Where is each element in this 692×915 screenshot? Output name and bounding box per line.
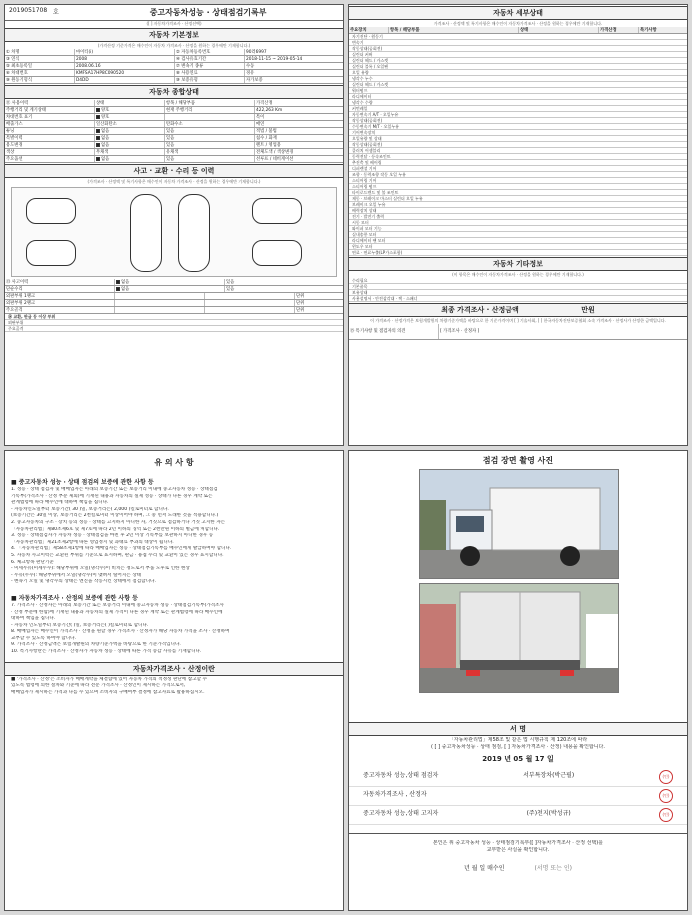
final-section-title: [349, 303, 687, 317]
table-cell: 외판부위 2랭크: [5, 300, 115, 306]
table-cell: 있음: [165, 135, 255, 141]
receipt-box: [349, 833, 687, 872]
table-cell: ⑨ 원동기형식: [5, 77, 75, 83]
table-cell: 적법 / 불법: [256, 129, 277, 134]
detail-line: 실린더 헤드 / 가스켓: [349, 58, 687, 64]
detail-line: 타이로드엔드 및 볼 조인트: [349, 190, 687, 196]
table-cell: 현재 주행거리: [165, 107, 255, 113]
table-cell: ⑪ 사용이력: [5, 100, 95, 106]
accident-section-note: (가격조사 · 산정액 및 특기사항은 매수인이 자동차 가격조사 · 산정을 원하는 경우에만 기재합니다.): [87, 179, 261, 184]
car-side-right-diagram: [26, 240, 76, 266]
table-cell: 없음: [95, 135, 165, 141]
truck-rear-image: [420, 584, 619, 693]
note-line: - 자동차 인도일부터 보증기간( )일, 보증거리는( )킬로미터로 합니다.: [11, 622, 149, 628]
frame-parts-label: 주요골격: [5, 326, 343, 332]
photo-title: 점검 장면 촬영 사진: [482, 456, 554, 465]
note-line: 「자동차관리법」제21조제2항에 따른 영업정지 및 과태료 부과의 대상이 됩니다.: [11, 539, 174, 545]
table-cell: 있음: [226, 287, 235, 292]
etc-section-title: 자동차 기타정보: [349, 257, 687, 271]
sign-date: 2019 년 05 월 17 일: [482, 755, 554, 764]
table-cell: 없음: [95, 156, 165, 162]
checkbox-icon: [96, 108, 100, 112]
table-cell: 있음: [165, 128, 255, 134]
note-line: 10. 특기사항란은 가격조사 · 산정자가 자동차 성능 · 상태에 따른 가격 증감 사유를 기재합니다.: [11, 649, 202, 655]
detail-line: 실린더 커버: [349, 52, 687, 58]
table-cell: 있음: [165, 142, 255, 148]
receipt-note-2: 교부받은 사실을 확인합니다.: [486, 846, 550, 853]
checkbox-icon: [96, 129, 100, 133]
table-cell: 경유: [246, 71, 255, 76]
note-line: 3. 성능 · 상태점검자가 자동차 성능 · 상태점검을 마친 후 2년 이상 기록부를 보관하지 아니한 경우 등: [11, 533, 214, 539]
checkbox-icon: [116, 280, 120, 284]
detail-line: 수동변속기 M/T · 오일누유: [349, 124, 687, 130]
table-cell: ⑥ 차대번호: [5, 70, 75, 76]
note-line: 관계법령에 따라 매수인에 대하여 책임을 집니다.: [11, 500, 109, 506]
table-cell: 양호: [95, 114, 165, 120]
table-cell: 색상: [5, 149, 95, 155]
detail-line: 라디에이터 팬 모터: [349, 238, 687, 244]
detail-header-cell: 주요장치: [349, 27, 389, 33]
table-row: [5, 107, 343, 114]
car-diagram: [11, 187, 337, 277]
car-front-diagram: [252, 198, 302, 224]
detail-line: 스티어링 기어: [349, 178, 687, 184]
detail-line: 변속기: [349, 40, 687, 46]
note-line: - 누유(누수): 해당부위에서 오일(냉각수)이 맺혀서 떨어지는 상태: [11, 572, 142, 578]
truck-front-photo: [419, 469, 619, 579]
detail-section-title: 자동차 세부상태: [349, 6, 687, 20]
table-cell: 단위: [296, 308, 305, 313]
seal-icon: (인): [659, 770, 673, 784]
table-cell: 없음: [115, 286, 225, 292]
detail-line: 보유상태: [349, 290, 687, 296]
table-cell: 2018-11-15 ~ 2019-05-14: [246, 57, 303, 62]
detail-line: 작동상태(공회전): [349, 46, 687, 52]
truck-rear-photo: [419, 583, 619, 693]
table-cell: 침수 / 화재: [256, 136, 277, 141]
table-cell: 수동: [246, 64, 255, 69]
notes-a-list: [5, 487, 343, 586]
table-cell: 주요옵션: [5, 156, 95, 162]
table-cell: KMFSA17HP8C090520: [75, 70, 175, 76]
detail-line: 자기진단 · 원동기: [349, 34, 687, 40]
doc-title: 중고자동차성능 · 상태점검기록부: [149, 8, 267, 17]
inspection-page-1: [4, 4, 344, 446]
detail-line: 조향 · 동력조향 작동 오일 누유: [349, 172, 687, 178]
checkbox-icon: [96, 157, 100, 161]
car-top-diagram: [130, 194, 162, 272]
truck-front-image: [420, 470, 619, 579]
table-cell: 단위: [296, 294, 305, 299]
table-cell: 튜닝: [5, 128, 95, 134]
table-row: [5, 63, 343, 70]
table-cell: 단순수리: [5, 286, 115, 292]
detail-line: 작동상태(공회전): [349, 142, 687, 148]
outer-parts-label: 외판부위: [5, 320, 343, 326]
note-line: 2. 중고자동차의 구조 · 장치 등의 성능 · 상태를 고지하지 아니한 자, 거짓으로 점검하거나 거짓 고지한 자는: [11, 519, 226, 525]
accident-table: [5, 279, 343, 293]
table-cell: 매연: [256, 122, 265, 127]
detail-line: 자동변속기 A/T · 오일누유: [349, 112, 687, 118]
detail-line: 기본품목: [349, 284, 687, 290]
signer-row: [349, 787, 687, 806]
table-row: [5, 70, 343, 77]
detail-header-cell: 특기사항: [640, 28, 657, 33]
car-bottom-diagram: [178, 194, 210, 272]
signer-name: (주)천지(박성규): [526, 810, 571, 818]
table-cell: 단위: [296, 301, 305, 306]
table-cell: 마이티(i): [75, 49, 175, 55]
table-cell: 용도변경: [5, 142, 95, 148]
signer-row: [349, 806, 687, 825]
table-cell: 유채색: [165, 149, 255, 155]
table-cell: 무채색: [95, 149, 165, 155]
seal-icon: (인): [659, 789, 673, 803]
detail-line: 윈도우 모터: [349, 244, 687, 250]
doc-number: 2019051708: [9, 7, 48, 14]
table-cell: 특별이력: [5, 135, 95, 141]
note-line: 있도록 법령에 의한 절차와 기준에 따라 전문 가격조사 · 산정인이 제시하는 가격으로서,: [11, 683, 186, 689]
checkbox-icon: [96, 136, 100, 140]
detail-line: 기어변속장치: [349, 130, 687, 136]
table-row: [5, 156, 343, 163]
table-row: [5, 142, 343, 149]
table-row: [5, 135, 343, 142]
table-row: [5, 100, 343, 107]
note-line: 6. 체크항목 판단기준: [11, 559, 54, 565]
checkbox-icon: [116, 287, 120, 291]
table-cell: ⑧ 사용연료: [175, 70, 245, 76]
table-cell: 자가보증: [246, 78, 263, 83]
note-line: 기록부(가격조사 · 산정 부분 제외)에 기재된 내용과 자동차의 실제 성능 · 상태가 다른 경우 계약 또는: [11, 493, 213, 499]
car-rear-diagram: [252, 240, 302, 266]
receipt-signature-row: [349, 853, 687, 872]
table-cell: 탄화수소: [165, 121, 255, 127]
table-row: [5, 114, 343, 121]
table-cell: 90러6997: [246, 50, 267, 55]
notes-c-list: [5, 677, 343, 697]
detail-line: 사용설명서 · 안전삼각대 · 잭 · 스패너: [349, 296, 687, 302]
detail-line: 커먼레일: [349, 106, 687, 112]
table-cell: 2008.06.16: [75, 63, 175, 69]
etc-table: [349, 278, 687, 302]
detail-line: 작동상태(공회전): [349, 118, 687, 124]
table-cell: 렌트 / 영업용: [256, 143, 281, 148]
note-line: ■ '가격조사 · 산정'은 소비자가 매매계약을 체결함에 있어 자동차 가격의 적정성 판단에 참고할 수: [11, 676, 207, 682]
detail-header-cell: 항목 / 해당부품: [389, 27, 519, 33]
doc-header: [5, 5, 343, 21]
etc-section-note: (이 항목은 매수인이 자동차가격조사 · 산정을 원하는 경우에만 기재합니다.): [452, 272, 584, 277]
inspection-page-2: [348, 4, 688, 446]
final-note: 이 가격조사 · 산정가격은 보험개발원의 차량기준가액을 바탕으로 한 기준가격이며 [ ] 기술사회, [ ] 한국자동차진단보증협회 소속 가격조사 · 산정사가 산정한 금액입니다.: [370, 318, 666, 323]
detail-line: 동력전달 · 등속조인트: [349, 154, 687, 160]
table-row: [5, 149, 343, 156]
detail-line: 라디에이터: [349, 94, 687, 100]
table-cell: 상태: [95, 100, 165, 106]
table-cell: 없음: [95, 142, 165, 148]
detail-line: 배력장치 상태: [349, 208, 687, 214]
detail-header-cell: 가격산정: [599, 27, 639, 33]
table-cell: ⑤ 최초등록일: [5, 63, 75, 69]
table-cell: [115, 307, 205, 313]
car-side-left-diagram: [26, 198, 76, 224]
table-cell: 일산화탄소: [95, 121, 165, 127]
detail-header-cell: 상태: [519, 27, 599, 33]
table-cell: 주행거리 및 계기상태: [5, 107, 95, 113]
detail-line: 시동 모터: [349, 220, 687, 226]
detail-line: 디퍼렌셜 기어: [349, 166, 687, 172]
frame-table: [5, 293, 343, 314]
notes-title: 유 의 사 항: [154, 458, 194, 467]
notes-page: [4, 450, 344, 911]
detail-line: 제동 · 브레이크 마스터 실린더 오일 누유: [349, 196, 687, 202]
table-cell: [115, 293, 205, 299]
table-cell: D4DD: [75, 77, 175, 83]
detail-line: 클러치 어셈블리: [349, 148, 687, 154]
detail-header-row: [349, 27, 687, 34]
final-unit: 만원: [581, 306, 595, 314]
note-line: (보증기간은 30일 이상, 보증거리는 2천킬로미터 이상이어야 하며, 그 중 먼저 도래한 것을 적용합니다.): [11, 513, 219, 519]
table-cell: 가격산정: [256, 101, 273, 106]
notes-section-b: ■ 자동차가격조사 · 산정의 보증에 관한 사항 등: [11, 594, 138, 602]
detail-line: 냉각수 수량: [349, 100, 687, 106]
signer-role: 중고자동차 성능,상태 고지자: [363, 810, 439, 818]
special-value: [ 가격조사 · 산정자 ]: [440, 329, 480, 334]
detail-line: 실린더 블록 / 오일팬: [349, 64, 687, 70]
detail-table: [349, 34, 687, 256]
table-cell: 특이: [256, 115, 265, 120]
table-cell: 항목 / 해당부품: [165, 100, 255, 106]
detail-line: 실내송풍 모터: [349, 232, 687, 238]
table-cell: 외판부위 1랭크: [5, 293, 115, 299]
detail-line: 브레이크 오일 누유: [349, 202, 687, 208]
sign-note-2: ( [ ] 중고자동차성능 · 상태 점검, [ ] 자동차가격조사 · 산정) 내용을 확인합니다.: [431, 743, 605, 750]
checkbox-icon: [96, 143, 100, 147]
sign-note-1: 「자동차관리법」제58조 및 같은 법 시행규칙 제 120조에 따라: [448, 737, 588, 743]
table-row: [5, 307, 343, 314]
table-row: [5, 128, 343, 135]
note-line: 7. 가격조사 · 산정자는 아래의 보증기간 또는 보증거리 이내에 중고자동차 성능 · 상태점검기록부(가격조사: [11, 602, 224, 608]
table-cell: 422,263 Km: [256, 108, 283, 113]
detail-line: 전기 · 발전기 출력: [349, 214, 687, 220]
detail-line: 워터펌프: [349, 88, 687, 94]
table-row: [5, 300, 343, 307]
detail-line: 연료 · 연료누출(LP가스포함): [349, 250, 687, 256]
table-cell: 있음: [165, 156, 255, 162]
note-line: - 변속기 오일 및 냉각수의 상태는 엔진을 작동시킨 상태에서 점검합니다.: [11, 579, 156, 585]
table-cell: 배출가스: [5, 121, 95, 127]
final-section-label: 최종 가격조사 · 산정금액: [441, 306, 519, 314]
notes-b-list: [5, 603, 343, 656]
checkbox-icon: [96, 115, 100, 119]
note-line: 9. 가격조사 · 산정금액은 보험개발원의 차량기준가액을 바탕으로 한 기준가격입니다.: [11, 642, 181, 648]
table-cell: [205, 300, 295, 306]
special-row: [349, 324, 687, 340]
special-label: ⑮ 특기사항 및 점검자의 의견: [349, 324, 439, 339]
summary-table: [5, 100, 343, 163]
note-line: 5. 자동차 사고이력은 교환된 부위를 기준으로 표시하며, 판금 · 용접 수리 및 교환이 있는 경우 표시합니다.: [11, 552, 224, 558]
table-cell: 없음: [95, 128, 165, 134]
table-cell: 없음: [115, 279, 225, 285]
table-row: [5, 56, 343, 63]
sign-title: 서 명: [349, 722, 687, 736]
signer-role: 자동차가격조사 , 산정자: [363, 791, 427, 799]
note-line: 매매업자가 제시하는 가격과 다를 수 있으며 소비자의 구매여부 결정에 참고자료로 활용하십시오.: [11, 689, 205, 695]
signer-role: 중고자동차 성능,상태 점검자: [363, 772, 439, 780]
table-cell: 전체도색 / 색상변경: [256, 150, 294, 155]
table-row: [5, 49, 343, 56]
note-line: 교부할 수 있도록 하여야 합니다.: [11, 635, 76, 641]
basic-section-note: (가격산정 기준가격은 매수인이 자동차 가격조사 · 산정을 원하는 경우에만 기재합니다.): [97, 43, 251, 48]
detail-line: 오일유량 및 상태: [349, 136, 687, 142]
table-cell: [205, 293, 295, 299]
parts-label: ⑭ 교환, 판금 등 이상 부위: [5, 314, 343, 320]
note-line: 4. 「자동차관리법」제58조제1항에 따라 매매업자는 성능 · 상태점검기록부를 매수인에게 발급하여야 합니다.: [11, 546, 232, 552]
doc-subtitle: ([ ] 자동차가격조사 · 산정선택): [146, 21, 202, 26]
table-cell: [165, 114, 255, 120]
detail-line: 수리필요: [349, 278, 687, 284]
note-line: 8. 매매업자는 매수인이 가격조사 · 산정을 원할 경우 가격조사 · 산정자가 해당 자동차 가격을 조사 · 산정하여: [11, 629, 230, 635]
notes-section-a: ■ 중고자동차 성능 · 상태 점검의 보증에 관한 사항 등: [11, 479, 154, 486]
table-row: [5, 121, 343, 128]
note-line: 1. 성능 · 상태 점검자 및 매매업자는 아래의 보증기간 또는 보증거리 이내에 중고자동차 성능 · 상태점검: [11, 487, 218, 492]
table-cell: 2008: [75, 56, 175, 62]
summary-section-title: 자동차 종합상태: [5, 85, 343, 99]
table-cell: 주요골격: [5, 307, 115, 313]
detail-line: 냉각수 누수: [349, 76, 687, 82]
table-cell: ③ 연식: [5, 56, 75, 62]
note-line: - 미세누유(미세누수): 해당부위에 오일(냉각수)이 비치는 정도로서 부품 노후로 인한 현상: [11, 566, 190, 572]
note-line: 「자동차관리법」제80조제6호 및 제7호에 따라 2년 이하의 징역 또는 2천만원 이하의 벌금에 처합니다.: [11, 526, 220, 532]
detail-line: 오일 유량: [349, 70, 687, 76]
seal-icon: (인): [659, 808, 673, 822]
table-row: [5, 77, 343, 84]
receipt-date: 년 월 일 매수인: [464, 865, 505, 873]
table-row: [5, 286, 343, 293]
doc-suffix: 호: [53, 9, 59, 16]
table-cell: ① 차명: [5, 49, 75, 55]
basic-section-title: 자동차 기본정보: [5, 28, 343, 42]
table-cell: ⑩ 보증유형: [175, 77, 245, 83]
detail-line: 실린더 헤드 / 가스켓: [349, 82, 687, 88]
photo-sign-page: [348, 450, 688, 911]
table-cell: 차대번호 표기: [5, 114, 95, 120]
detail-line: 추진축 및 베어링: [349, 160, 687, 166]
table-cell: 선루프 / 네비게이션: [256, 157, 294, 162]
table-cell: 양호: [95, 107, 165, 113]
table-cell: ② 자동차등록번호: [175, 49, 245, 55]
note-line: · 산정 부분에 한함)에 기재된 내용과 자동차의 실제 가격이 다른 경우 계약 또는 관계법령에 따라 매수인에: [11, 609, 223, 615]
table-cell: [115, 300, 205, 306]
table-row: [5, 279, 343, 286]
detail-line: 스티어링 펌프: [349, 184, 687, 190]
accident-section-title: 사고 · 교환 · 수리 등 이력: [5, 164, 343, 178]
detail-section-note: 가격조사 · 산정액 및 특기사항은 매수인이 자동차가격조사 · 산정을 원하는 경우에만 기재합니다.: [433, 21, 603, 26]
note-line: - 자동차인도일부터 보증기간( 30 )일, 보증거리는( 2,000 )킬로미터로 합니다.: [11, 506, 169, 512]
signer-row: [349, 768, 687, 787]
table-cell: 있음: [226, 280, 235, 285]
table-cell: [205, 307, 295, 313]
detail-line: 와이퍼 모터 기능: [349, 226, 687, 232]
notes-section-c: 자동차가격조사 · 산정이란: [5, 662, 343, 676]
note-line: 대하여 책임을 집니다.: [11, 616, 56, 622]
table-cell: ⑬ 사고이력: [5, 279, 115, 285]
basic-info-table: [5, 49, 343, 84]
table-cell: ④ 검사유효기간: [175, 56, 245, 62]
signers-list: [349, 768, 687, 825]
table-cell: ⑦ 변속기 종류: [175, 63, 245, 69]
receipt-seal: (서명 또는 인): [534, 865, 572, 873]
signer-name: 서부특장차(박근필): [523, 772, 575, 780]
receipt-note-1: 본인은 위 중고자동차 성능 · 상태점검기록부([ ]자동차가격조사 · 산정 선택)를: [432, 840, 604, 847]
table-row: [5, 293, 343, 300]
